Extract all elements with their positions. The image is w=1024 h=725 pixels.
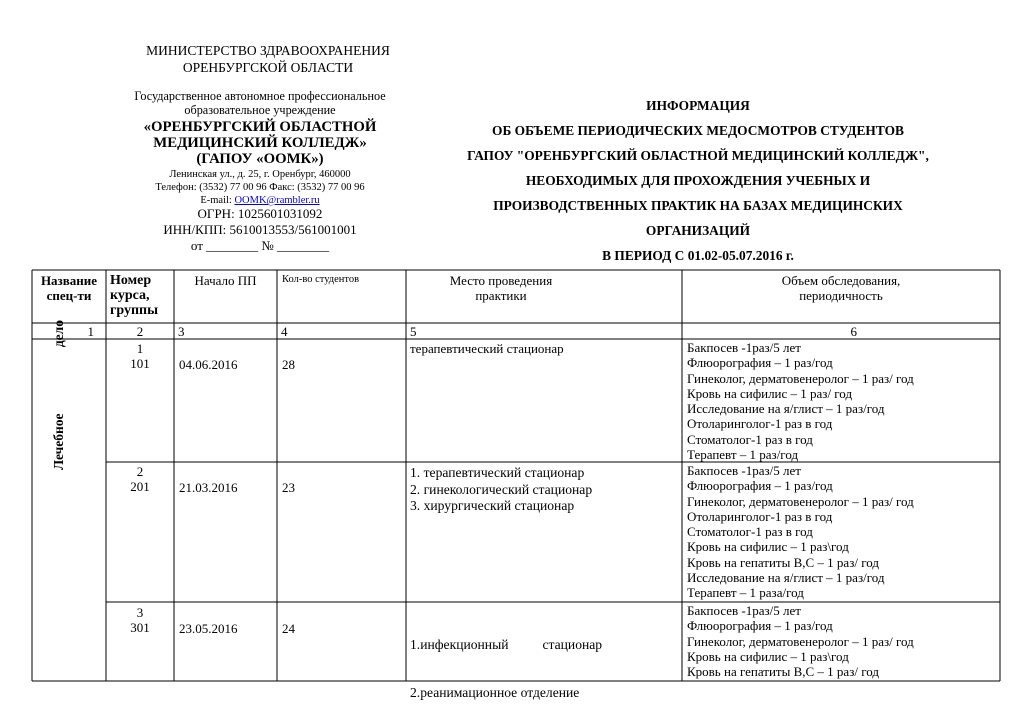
header-scope-line-2: периодичность [799,288,883,303]
org-address: Ленинская ул., д. 25, г. Оренбург, 460000 [169,169,351,180]
ogrn: ОГРН: 1025601031092 [197,206,323,221]
table-row-3-course [106,605,174,636]
col-number-5: 5 [410,324,417,339]
row-1-course: 1 [136,341,144,356]
header-course-line-3: группы [110,303,159,318]
row-3-course: 3 [136,605,144,620]
title-line-6: ОРГАНИЗАЦИЙ [645,223,751,238]
row-2-place-line-1: 1. терапевтический стационар [410,465,585,480]
header-students: Кол-во студентов [282,274,360,285]
row-1-scope-line-7: Стоматолог-1 раз в год [687,431,813,447]
row-2-scope-line-9: Терапевт – 1 раза/год [687,585,804,601]
row-1-scope-line-3: Гинеколог, дерматовенеролог – 1 раз/ год [687,370,914,386]
title-line-7: В ПЕРИОД С 01.02-05.07.2016 г. [602,248,794,263]
title-line-3: ГАПОУ "ОРЕНБУРГСКИЙ ОБЛАСТНОЙ МЕДИЦИНСКИЙ КОЛЛЕДЖ", [467,148,929,163]
specialty-name [44,320,74,470]
row-2-scope [687,463,914,601]
title-line-2: ОБ ОБЪЕМЕ ПЕРИОДИЧЕСКИХ МЕДОСМОТРОВ СТУДЕНТОВ [492,123,904,138]
row-3-scope-line-5: Кровь на гепатиты В,С – 1 раз/ год [687,664,879,680]
header-course-line-2: курса, [110,288,150,303]
email-label: E-mail: [200,195,235,206]
row-2-students: 23 [282,480,295,495]
row-3-place [410,605,602,717]
header-course-line-1: Номер [110,273,152,288]
header-place-line-1: Место проведения [449,273,553,288]
row-3-place-line-1: 1.инфекционный стационар [410,637,603,652]
table-row-2-course [106,464,174,495]
row-2-start: 21.03.2016 [179,480,238,495]
row-2-scope-line-4: Отоларинголог-1 раз в год [687,508,833,524]
row-1-scope-line-5: Исследование на я/глист – 1 раз/год [687,401,885,417]
row-2-scope-line-2: Флюорография – 1 раз/год [687,478,833,494]
specialty-word-1: Лечебное [51,413,66,470]
row-2-scope-line-6: Кровь на сифилис – 1 раз\год [687,539,849,555]
row-2-place-line-2: 2. гинекологический стационар [410,481,593,497]
header-specialty-line-2: спец-ти [46,288,92,303]
row-2-group: 201 [130,479,150,495]
row-2-place [410,465,592,515]
org-name-line-2: МЕДИЦИНСКИЙ КОЛЛЕДЖ» [153,135,367,151]
row-3-group: 301 [130,620,150,636]
title-line-4: НЕОБХОДИМЫХ ДЛЯ ПРОХОЖДЕНИЯ УЧЕБНЫХ И [525,173,871,188]
org-name-line-1: «ОРЕНБУРГСКИЙ ОБЛАСТНОЙ [143,119,377,135]
row-3-scope-line-1: Бакпосев -1раз/5 лет [687,603,801,618]
row-1-scope [687,340,914,462]
inn-kpp: ИНН/КПП: 5610013553/561001001 [163,222,357,237]
header-start: Начало ПП [194,273,257,288]
row-1-students: 28 [282,357,295,372]
row-3-start: 23.05.2016 [179,621,238,636]
row-1-scope-line-4: Кровь на сифилис – 1 раз/ год [687,385,853,401]
col-number-2: 2 [136,324,144,339]
row-1-scope-line-1: Бакпосев -1раз/5 лет [687,340,801,355]
header-specialty-line-1: Название [40,273,98,288]
col-number-3: 3 [178,324,185,339]
org-name-line-3: (ГАПОУ «ООМК») [196,151,324,167]
row-1-place-line-1: терапевтический стационар [410,341,564,356]
email-link[interactable]: OOMK@rambler.ru [234,195,320,206]
row-3-scope-line-3: Гинеколог, дерматовенеролог – 1 раз/ год [687,633,914,649]
row-2-scope-line-8: Исследование на я/глист – 1 раз/год [687,570,885,586]
row-1-scope-line-2: Флюорография – 1 раз/год [687,355,833,371]
row-1-place [410,341,564,356]
row-3-place-line-2: 2.реанимационное отделение [410,685,580,700]
header-place [406,273,596,303]
row-2-scope-line-7: Кровь на гепатиты В,С – 1 раз/ год [687,554,879,570]
row-2-scope-line-1: Бакпосев -1раз/5 лет [687,463,801,478]
date-number: от ________ № ________ [190,238,330,253]
row-3-scope-line-4: Кровь на сифилис – 1 раз\год [687,648,849,664]
ministry-line-1: МИНИСТЕРСТВО ЗДРАВООХРАНЕНИЯ [146,43,390,58]
header-course-group [106,273,178,318]
ministry-line-2: ОРЕНБУРГСКОЙ ОБЛАСТИ [182,60,354,75]
row-1-scope-line-8: Терапевт – 1 раз/год [687,447,799,463]
header-specialty [32,273,106,303]
table-row-1-course [106,341,174,372]
header-scope [682,273,1000,303]
col-number-6: 6 [850,324,857,339]
row-2-course: 2 [136,464,144,479]
row-1-scope-line-6: Отоларинголог-1 раз в год [687,416,833,432]
row-1-start: 04.06.2016 [179,357,238,372]
row-2-scope-line-5: Стоматолог-1 раз в год [687,524,813,540]
col-number-1: 1 [87,324,94,339]
specialty-word-2: дело [51,320,66,348]
header-scope-line-1: Объем обследования, [781,273,901,288]
row-2-scope-line-3: Гинеколог, дерматовенеролог – 1 раз/ год [687,493,914,509]
header-place-line-2: практики [475,288,527,303]
row-1-group: 101 [130,356,150,372]
row-3-students: 24 [282,621,295,636]
title-line-5: ПРОИЗВОДСТВЕННЫХ ПРАКТИК НА БАЗАХ МЕДИЦИНСКИХ [493,198,903,213]
col-number-4: 4 [281,324,288,339]
org-type-line-1: Государственное автономное профессиональное [134,89,386,103]
org-phone: Телефон: (3532) 77 00 96 Факс: (3532) 77 00 96 [155,182,365,193]
org-type-line-2: образовательное учреждение [184,103,336,117]
title-line-1: ИНФОРМАЦИЯ [646,98,750,113]
row-3-scope-line-2: Флюорография – 1 раз/год [687,618,833,634]
row-2-place-line-3: 3. хирургический стационар [410,498,575,513]
row-3-scope [687,603,914,679]
